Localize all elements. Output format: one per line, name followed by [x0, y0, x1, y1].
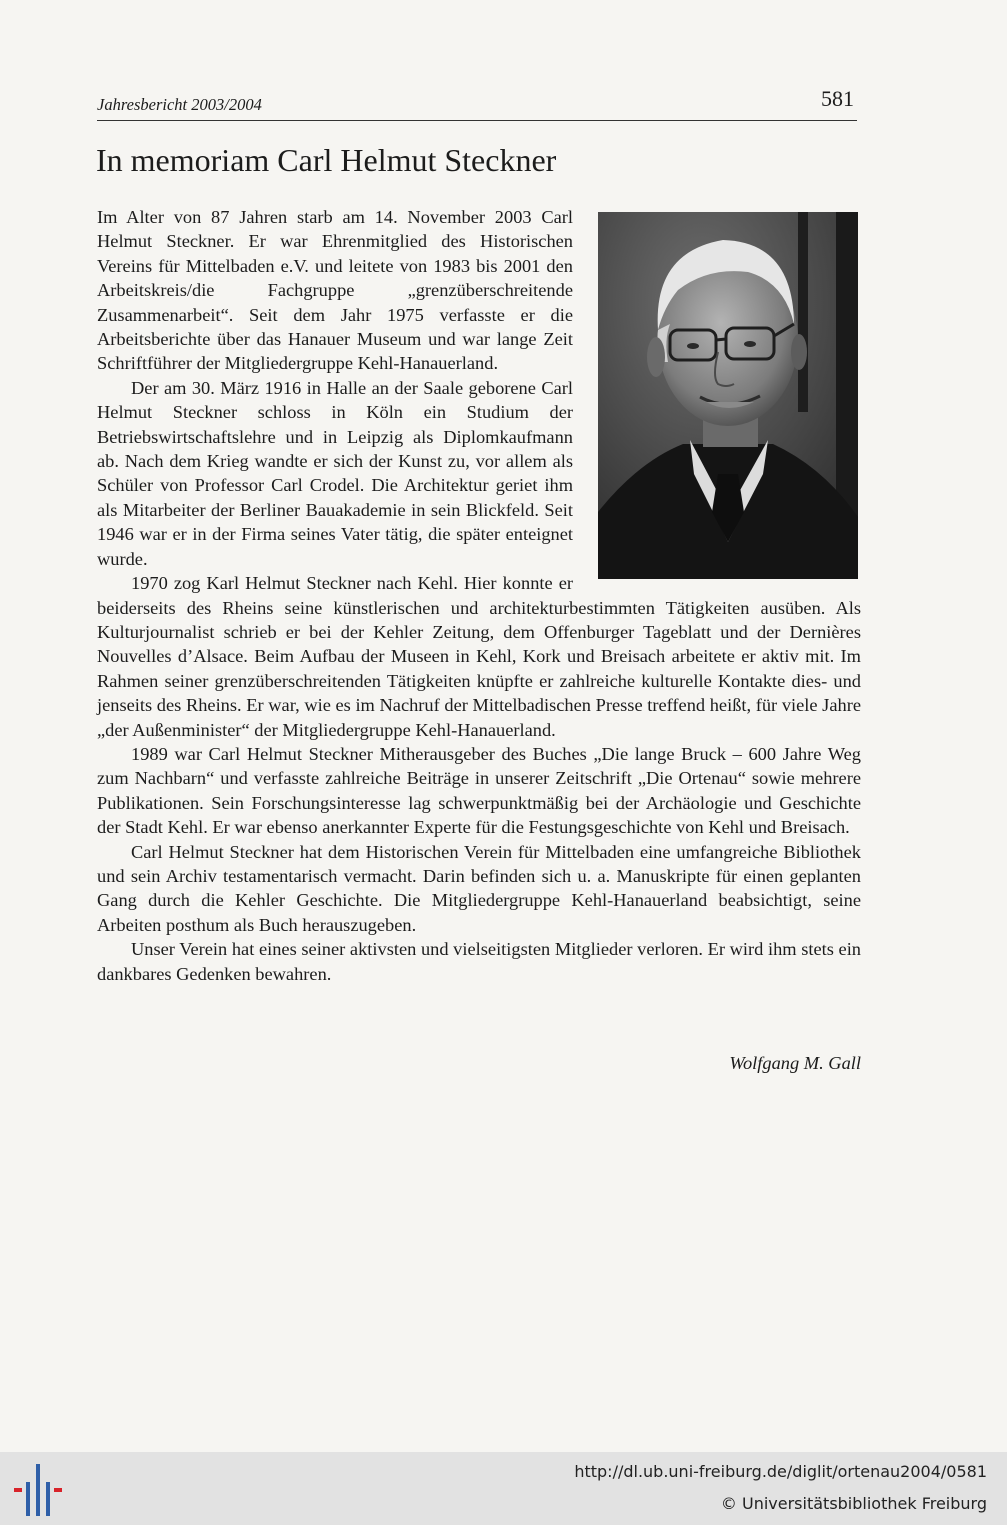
- article-body: [97, 205, 861, 986]
- photo-spacer: [573, 205, 861, 595]
- paragraph-5: Carl Helmut Steckner hat dem Historischen Verein für Mittelbaden eine umfangreiche Bibliothek und sein Archiv testamentarisch vermacht. Darin befinden sich u. a. Manuskripte für einen geplanten Gang durch die Kehler Geschichte. Die Mitgliedergruppe Kehl-Hanauerland beabsichtigt, seine Arbeiten posthum als Buch herauszugeben.: [97, 841, 861, 935]
- paragraph-2: Der am 30. März 1916 in Halle an der Saale geborene Carl Helmut Steckner schloss in Köln ein Studium der Betriebswirtschaftslehre und in Leipzig als Diplomkaufmann ab. Nach dem Krieg wandte er sich der Kunst zu, vor allem als Schüler von Professor Carl Crodel. Die Architektur geriet ihm als Mitarbeiter der Berliner Bauakademie in sein Blickfeld. Seit 1946 war er in der Firma seines Vater tätig, die später enteignet wurde.: [97, 377, 573, 569]
- author-signature: Wolfgang M. Gall: [729, 1053, 861, 1073]
- article-title: In memoriam Carl Helmut Steckner: [96, 142, 557, 178]
- page-number: 581: [821, 86, 854, 111]
- journal-name: Jahresbericht 2003/2004: [97, 95, 262, 114]
- source-url-link[interactable]: http://dl.ub.uni-freiburg.de/diglit/ortenau2004/0581: [574, 1462, 987, 1481]
- paragraph-4: 1989 war Carl Helmut Steckner Mitherausgeber des Buches „Die lange Bruck – 600 Jahre Weg zum Nachbarn“ und verfasste zahlreiche Beiträge in unserer Zeitschrift „Die Ortenau“ sowie mehrere Publikationen. Sein Forschungsinteresse lag schwerpunktmäßig bei der Archäologie und Geschichte der Stadt Kehl. Er war ebenso anerkannter Experte für die Festungsgeschichte von Kehl und Breisach.: [97, 743, 861, 838]
- running-header: [97, 88, 857, 121]
- paragraph-6: Unser Verein hat eines seiner aktivsten und vielseitigsten Mitglieder verloren. Er wird ihm stets ein dankbares Gedenken bewahren.: [97, 939, 861, 984]
- paragraph-1: Im Alter von 87 Jahren starb am 14. November 2003 Carl Helmut Steckner. Er war Ehrenmitglied des Historischen Vereins für Mittelbaden e.V. und leitete von 1983 bis 2001 den Arbeitskreis/die Fachgruppe „grenzüberschreitende Zusammenarbeit“. Seit dem Jahr 1975 verfasste er die Arbeitsberichte über das Hanauer Museum und war lange Zeit Schriftführer der Mitgliedergruppe Kehl-Hanauerland.: [97, 207, 573, 374]
- library-logo-icon: [14, 1464, 64, 1516]
- copyright-note: © Universitätsbibliothek Freiburg: [720, 1494, 987, 1513]
- paragraph-3: 1970 zog Karl Helmut Steckner nach Kehl. Hier konnte er beiderseits des Rheins seine künstlerischen und architekturbestimmten Tätigkeiten ausüben. Als Kulturjournalist schrieb er bei der Kehler Zeitung, dem Offenburger Tageblatt und der Dernières Nouvelles d’Alsace. Beim Aufbau der Museen in Kehl, Kork und Breisach arbeitete er aktiv mit. Im Rahmen seiner grenzüberschreitenden Tätigkeiten knüpfte er zahlreiche kulturelle Kontakte dies- und jenseits des Rheins. Er war, wie es im Nachruf der Mittelbadischen Presse treffend heißt, für viele Jahre „der Außenminister“ der Mitgliedergruppe Kehl-Hanauerland.: [97, 573, 861, 740]
